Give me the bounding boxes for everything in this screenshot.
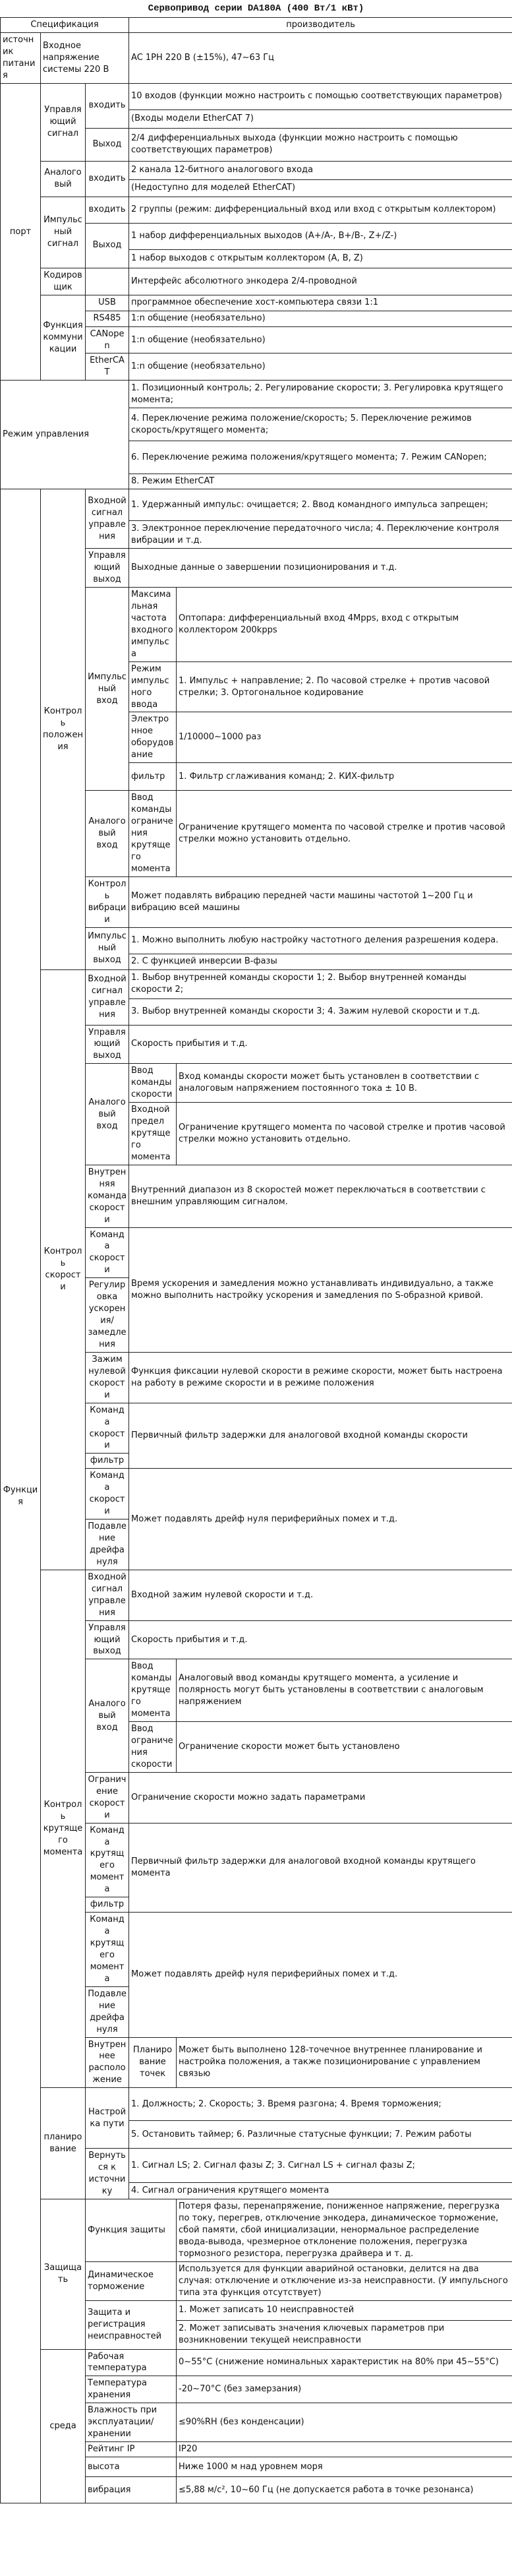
spec-value-cell: Оптопара: дифференциальный вход 4Mpps, вход с открытым коллектором 200kpps bbox=[177, 588, 512, 662]
spec-value-cell: 1/10000~1000 раз bbox=[177, 712, 512, 763]
spec-value-cell: Скорость прибытия и т.д. bbox=[129, 1025, 512, 1064]
spec-label-cell: Регулировка ускорения/замедления bbox=[86, 1278, 129, 1353]
spec-value-cell: (Недоступно для моделей EtherCAT) bbox=[129, 179, 512, 197]
spec-label-cell: Контроль крутящего момента bbox=[41, 1570, 86, 2087]
spec-label-cell: Ввод ограничения скорости bbox=[129, 1722, 177, 1773]
spec-table bbox=[0, 17, 512, 2503]
spec-label-cell: Управляющий выход bbox=[86, 1620, 129, 1659]
table-row bbox=[1, 83, 512, 109]
table-row bbox=[1, 197, 512, 223]
spec-label-cell: Внутренняя команда скорости bbox=[86, 1165, 129, 1227]
spec-value-cell: 1. Сигнал LS; 2. Сигнал фазы Z; 3. Сигнал LS + сигнал фазы Z; bbox=[129, 2149, 512, 2183]
spec-label-cell: USB bbox=[86, 295, 129, 311]
spec-value-cell: Вход команды скорости может быть установлен в соответствии с аналоговым напряжением постоянного тока ± 10 В. bbox=[177, 1064, 512, 1103]
spec-value-cell: Скорость прибытия и т.д. bbox=[129, 1620, 512, 1659]
spec-label-cell: Рабочая температура bbox=[86, 2349, 177, 2376]
spec-value-cell: 1. Можно выполнить любую настройку частотного деления разрешения кодера. bbox=[129, 927, 512, 954]
spec-value-cell: Выходные данные о завершении позиционирования и т.д. bbox=[129, 549, 512, 588]
spec-label-cell: входить bbox=[86, 161, 129, 197]
spec-label-cell: Подавление дрейфа нуля bbox=[86, 1986, 129, 2037]
spec-value-cell: Ограничение скорости можно задать параметрами bbox=[129, 1772, 512, 1823]
spec-value-cell: Ограничение крутящего момента по часовой стрелке и против часовой стрелки можно установить отдельно. bbox=[177, 791, 512, 877]
category-cell: среда bbox=[41, 2349, 86, 2503]
spec-label-cell: Температура хранения bbox=[86, 2376, 177, 2403]
spec-label-cell: фильтр bbox=[129, 763, 177, 791]
spec-label-cell: Настройка пути bbox=[86, 2088, 129, 2149]
spec-value-cell: 4. Сигнал ограничения крутящего момента bbox=[129, 2183, 512, 2199]
spec-label-cell: Ограничение скорости bbox=[86, 1772, 129, 1823]
spec-label-cell: Входной сигнал управления bbox=[86, 489, 129, 549]
spec-label-cell: Управляющий выход bbox=[86, 549, 129, 588]
header-spec: Спецификация bbox=[1, 18, 129, 33]
spec-label-cell: Динамическое торможение bbox=[86, 2261, 177, 2300]
spec-label-cell: Входной сигнал управления bbox=[86, 1570, 129, 1620]
spec-value-cell: 1:n общение (необязательно) bbox=[129, 311, 512, 326]
spec-label-cell: Влажность при эксплуатации/хранении bbox=[86, 2403, 177, 2442]
spec-value-cell: Может подавлять вибрацию передней части машины частотой 1~200 Гц и вибрацию всей машины bbox=[129, 876, 512, 927]
spec-value-cell: Может быть выполнено 128-точечное внутреннее планирование и настройка положения, а также позиционирование с управлением связью bbox=[177, 2037, 512, 2088]
table-row bbox=[1, 381, 512, 408]
category-cell: Защищать bbox=[41, 2199, 86, 2350]
spec-label-cell: Команда скорости bbox=[86, 1469, 129, 1519]
spec-label-cell: Аналоговый вход bbox=[86, 791, 129, 877]
spec-label-cell: Управляющий сигнал bbox=[41, 83, 86, 161]
spec-value-cell: Интерфейс абсолютного энкодера 2/4-проводной bbox=[129, 268, 512, 295]
spec-value-cell: 1 набор дифференциальных выходов (A+/A-, B+/B-, Z+/Z-) bbox=[129, 223, 512, 249]
spec-value-cell: 1. Должность; 2. Скорость; 3. Время разгона; 4. Время торможения; bbox=[129, 2088, 512, 2121]
spec-label-cell: Максимальная частота входного импульса bbox=[129, 588, 177, 662]
spec-label-cell: Команда скорости bbox=[86, 1227, 129, 1278]
spec-value-cell: 1. Фильтр сглаживания команд; 2. КИХ-фильтр bbox=[177, 763, 512, 791]
spec-label-cell: Входное напряжение системы 220 В bbox=[41, 32, 129, 83]
spec-label-cell: Импульсный вход bbox=[86, 588, 129, 791]
spec-label-cell: входить bbox=[86, 83, 129, 128]
category-cell: Функция bbox=[1, 489, 41, 2503]
spec-label-cell: RS485 bbox=[86, 311, 129, 326]
spec-value-cell: 2 группы (режим: дифференциальный вход или вход с открытым коллектором) bbox=[129, 197, 512, 223]
spec-label-cell: Зажим нулевой скорости bbox=[86, 1352, 129, 1403]
spec-value-cell: 2. С функцией инверсии B-фазы bbox=[129, 954, 512, 969]
spec-value-cell: 0~55°C (снижение номинальных характеристик на 80% при 45~55°C) bbox=[177, 2349, 512, 2376]
spec-value-cell: 1:n общение (необязательно) bbox=[129, 326, 512, 353]
spec-label-cell: Вернуться к источнику bbox=[86, 2149, 129, 2199]
spec-label-cell: Контроль положения bbox=[41, 489, 86, 969]
spec-value-cell: (Входы модели EtherCAT 7) bbox=[129, 109, 512, 128]
spec-label-cell: Ввод команды крутящего момента bbox=[129, 1659, 177, 1722]
table-row bbox=[1, 295, 512, 311]
spec-label-cell: Контроль вибрации bbox=[86, 876, 129, 927]
spec-label-cell: Функция коммуникации bbox=[41, 295, 86, 381]
spec-value-cell: 6. Переключение режима положения/крутящего момента; 7. Режим CANopen; bbox=[129, 441, 512, 474]
spec-label-cell: Импульсный выход bbox=[86, 927, 129, 969]
spec-label-cell: вибрация bbox=[86, 2477, 177, 2503]
spec-value-cell: 1. Импульс + направление; 2. По часовой стрелке + против часовой стрелки; 3. Ортогональное кодирование bbox=[177, 661, 512, 712]
spec-value-cell: Ниже 1000 м над уровнем моря bbox=[177, 2457, 512, 2477]
category-cell: Режим управления bbox=[1, 381, 129, 489]
category-cell: порт bbox=[1, 83, 41, 381]
spec-label-cell: Кодировщик bbox=[41, 268, 86, 295]
spec-label-cell: высота bbox=[86, 2457, 177, 2477]
spec-label-cell: CANopen bbox=[86, 326, 129, 353]
spec-label-cell: Команда крутящего момента bbox=[86, 1913, 129, 1987]
spec-label-cell: Подавление дрейфа нуля bbox=[86, 1519, 129, 1570]
spec-value-cell: 2 канала 12-битного аналогового входа bbox=[129, 161, 512, 179]
spec-value-cell: Функция фиксации нулевой скорости в режиме скорости, может быть настроена на работу в режиме скорости и в режиме положения bbox=[129, 1352, 512, 1403]
spec-value-cell: ≤5,88 м/с², 10~60 Гц (не допускается работа в точке резонанса) bbox=[177, 2477, 512, 2503]
spec-label-cell: Аналоговый bbox=[41, 161, 86, 197]
spec-value-cell: Аналоговый ввод команды крутящего момента, а усиление и полярность могут быть установлены в соответствии с аналоговым напряжением bbox=[177, 1659, 512, 1722]
spec-label-cell: Входной сигнал управления bbox=[86, 969, 129, 1025]
spec-label-cell: Режим импульсного ввода bbox=[129, 661, 177, 712]
spec-value-cell: Ограничение крутящего момента по часовой стрелке и против часовой стрелки можно установить отдельно. bbox=[177, 1103, 512, 1165]
spec-value-cell: 3. Электронное переключение передаточного числа; 4. Переключение контроля вибрации и т.д. bbox=[129, 521, 512, 549]
spec-label-cell: Входной предел крутящего момента bbox=[129, 1103, 177, 1165]
spec-label-cell: Ввод команды ограничения крутящего момента bbox=[129, 791, 177, 877]
spec-label-cell: Функция защиты bbox=[86, 2199, 177, 2262]
table-row bbox=[1, 2199, 512, 2262]
spec-value-cell: 10 входов (функции можно настроить с помощью соответствующих параметров) bbox=[129, 83, 512, 109]
spec-value-cell: Первичный фильтр задержки для аналоговой входной команды крутящего момента bbox=[129, 1823, 512, 1913]
spec-label-cell: Рейтинг IP bbox=[86, 2442, 177, 2457]
spec-label-cell: Планирование точек bbox=[129, 2037, 177, 2088]
spec-label-cell: фильтр bbox=[86, 1454, 129, 1469]
spec-label-cell: Выход bbox=[86, 223, 129, 268]
spec-value-cell: Используется для функции аварийной остановки, делится на два случая: отключение и отключение из-за неисправности. (У импульсного типа эта функция отсутствует) bbox=[177, 2261, 512, 2300]
spec-value-cell: Внутренний диапазон из 8 скоростей может переключаться в соответствии с внешним управляющим сигналом. bbox=[129, 1165, 512, 1227]
spec-value-cell: Ограничение скорости может быть установлено bbox=[177, 1722, 512, 1773]
spec-value-cell: ≤90%RH (без конденсации) bbox=[177, 2403, 512, 2442]
spec-label-cell: планирование bbox=[41, 2088, 86, 2199]
spec-label-cell bbox=[86, 268, 129, 295]
spec-label-cell: входить bbox=[86, 197, 129, 223]
spec-value-cell: Первичный фильтр задержки для аналоговой входной команды скорости bbox=[129, 1403, 512, 1469]
document-title: Сервопривод серии DA180A (400 Вт/1 кВт) bbox=[148, 3, 364, 14]
spec-value-cell: 2/4 дифференциальных выхода (функции можно настроить с помощью соответствующих параметров) bbox=[129, 128, 512, 161]
spec-value-cell: 1:n общение (необязательно) bbox=[129, 353, 512, 381]
spec-value-cell: Входной зажим нулевой скорости и т.д. bbox=[129, 1570, 512, 1620]
spec-value-cell: 3. Выбор внутренней команды скорости 3; 4. Зажим нулевой скорости и т.д. bbox=[129, 998, 512, 1025]
spec-value-cell: -20~70°C (без замерзания) bbox=[177, 2376, 512, 2403]
category-cell: источник питания bbox=[1, 32, 41, 83]
spec-value-cell: 1. Может записать 10 неисправностей bbox=[177, 2300, 512, 2320]
spec-value-cell: 8. Режим EtherCAT bbox=[129, 474, 512, 489]
table-header-row bbox=[1, 18, 512, 33]
spec-label-cell: Ввод команды скорости bbox=[129, 1064, 177, 1103]
spec-value-cell: Может подавлять дрейф нуля периферийных помех и т.д. bbox=[129, 1913, 512, 2037]
spec-label-cell: Электронное оборудование bbox=[129, 712, 177, 763]
table-row bbox=[1, 1570, 512, 1620]
table-row bbox=[1, 489, 512, 521]
spec-value-cell: 4. Переключение режима положение/скорость; 5. Переключение режимов скорость/крутящего момента; bbox=[129, 408, 512, 441]
spec-label-cell: Команда скорости bbox=[86, 1403, 129, 1454]
spec-label-cell: Команда крутящего момента bbox=[86, 1823, 129, 1897]
spec-label-cell: Аналоговый вход bbox=[86, 1659, 129, 1772]
spec-label-cell: Выход bbox=[86, 128, 129, 161]
spec-value-cell: 2. Может записывать значения ключевых параметров при возникновении текущей неисправности bbox=[177, 2320, 512, 2349]
spec-value-cell: 1. Позиционный контроль; 2. Регулирование скорости; 3. Регулировка крутящего момента; bbox=[129, 381, 512, 408]
header-model: производитель bbox=[129, 18, 512, 33]
spec-label-cell: фильтр bbox=[86, 1897, 129, 1913]
spec-value-cell: 1. Выбор внутренней команды скорости 1; 2. Выбор внутренней команды скорости 2; bbox=[129, 969, 512, 998]
table-row bbox=[1, 32, 512, 83]
spec-value-cell: 1. Удержанный импульс: очищается; 2. Ввод командного импульса запрещен; bbox=[129, 489, 512, 521]
spec-value-cell: программное обеспечение хост-компьютера связи 1:1 bbox=[129, 295, 512, 311]
spec-label-cell: Защита и регистрация неисправностей bbox=[86, 2300, 177, 2349]
table-row bbox=[1, 2088, 512, 2121]
spec-label-cell: Внутреннее расположение bbox=[86, 2037, 129, 2088]
table-row bbox=[1, 161, 512, 179]
table-row bbox=[1, 969, 512, 998]
spec-label-cell: Управляющий выход bbox=[86, 1025, 129, 1064]
spec-value-cell: IP20 bbox=[177, 2442, 512, 2457]
spec-label-cell: EtherCAT bbox=[86, 353, 129, 381]
spec-value-cell: Потеря фазы, перенапряжение, пониженное напряжение, перегрузка по току, перегрев, отключение энкодера, динамическое торможение, сбой памяти, сбой инициализации, ненормальное распределение ввода-вывода, чрезмерное отклонение положения, перегрузка тормозного резистора, перегрузка драйвера и т. д. bbox=[177, 2199, 512, 2262]
table-row bbox=[1, 268, 512, 295]
spec-label-cell: Импульсный сигнал bbox=[41, 197, 86, 268]
spec-value-cell: Время ускорения и замедления можно устанавливать индивидуально, а также можно выполнить настройку ускорения и замедления по S-образной кривой. bbox=[129, 1227, 512, 1352]
spec-label-cell: Контроль скорости bbox=[41, 969, 86, 1570]
spec-value-cell: 5. Остановить таймер; 6. Различные статусные функции; 7. Режим работы bbox=[129, 2121, 512, 2149]
spec-value-cell: 1 набор выходов с открытым коллектором (A, B, Z) bbox=[129, 249, 512, 268]
spec-value-cell: Может подавлять дрейф нуля периферийных помех и т.д. bbox=[129, 1469, 512, 1570]
table-row bbox=[1, 2349, 512, 2376]
spec-value-cell: AC 1PH 220 В (±15%), 47~63 Гц bbox=[129, 32, 512, 83]
spec-label-cell: Аналоговый вход bbox=[86, 1064, 129, 1165]
